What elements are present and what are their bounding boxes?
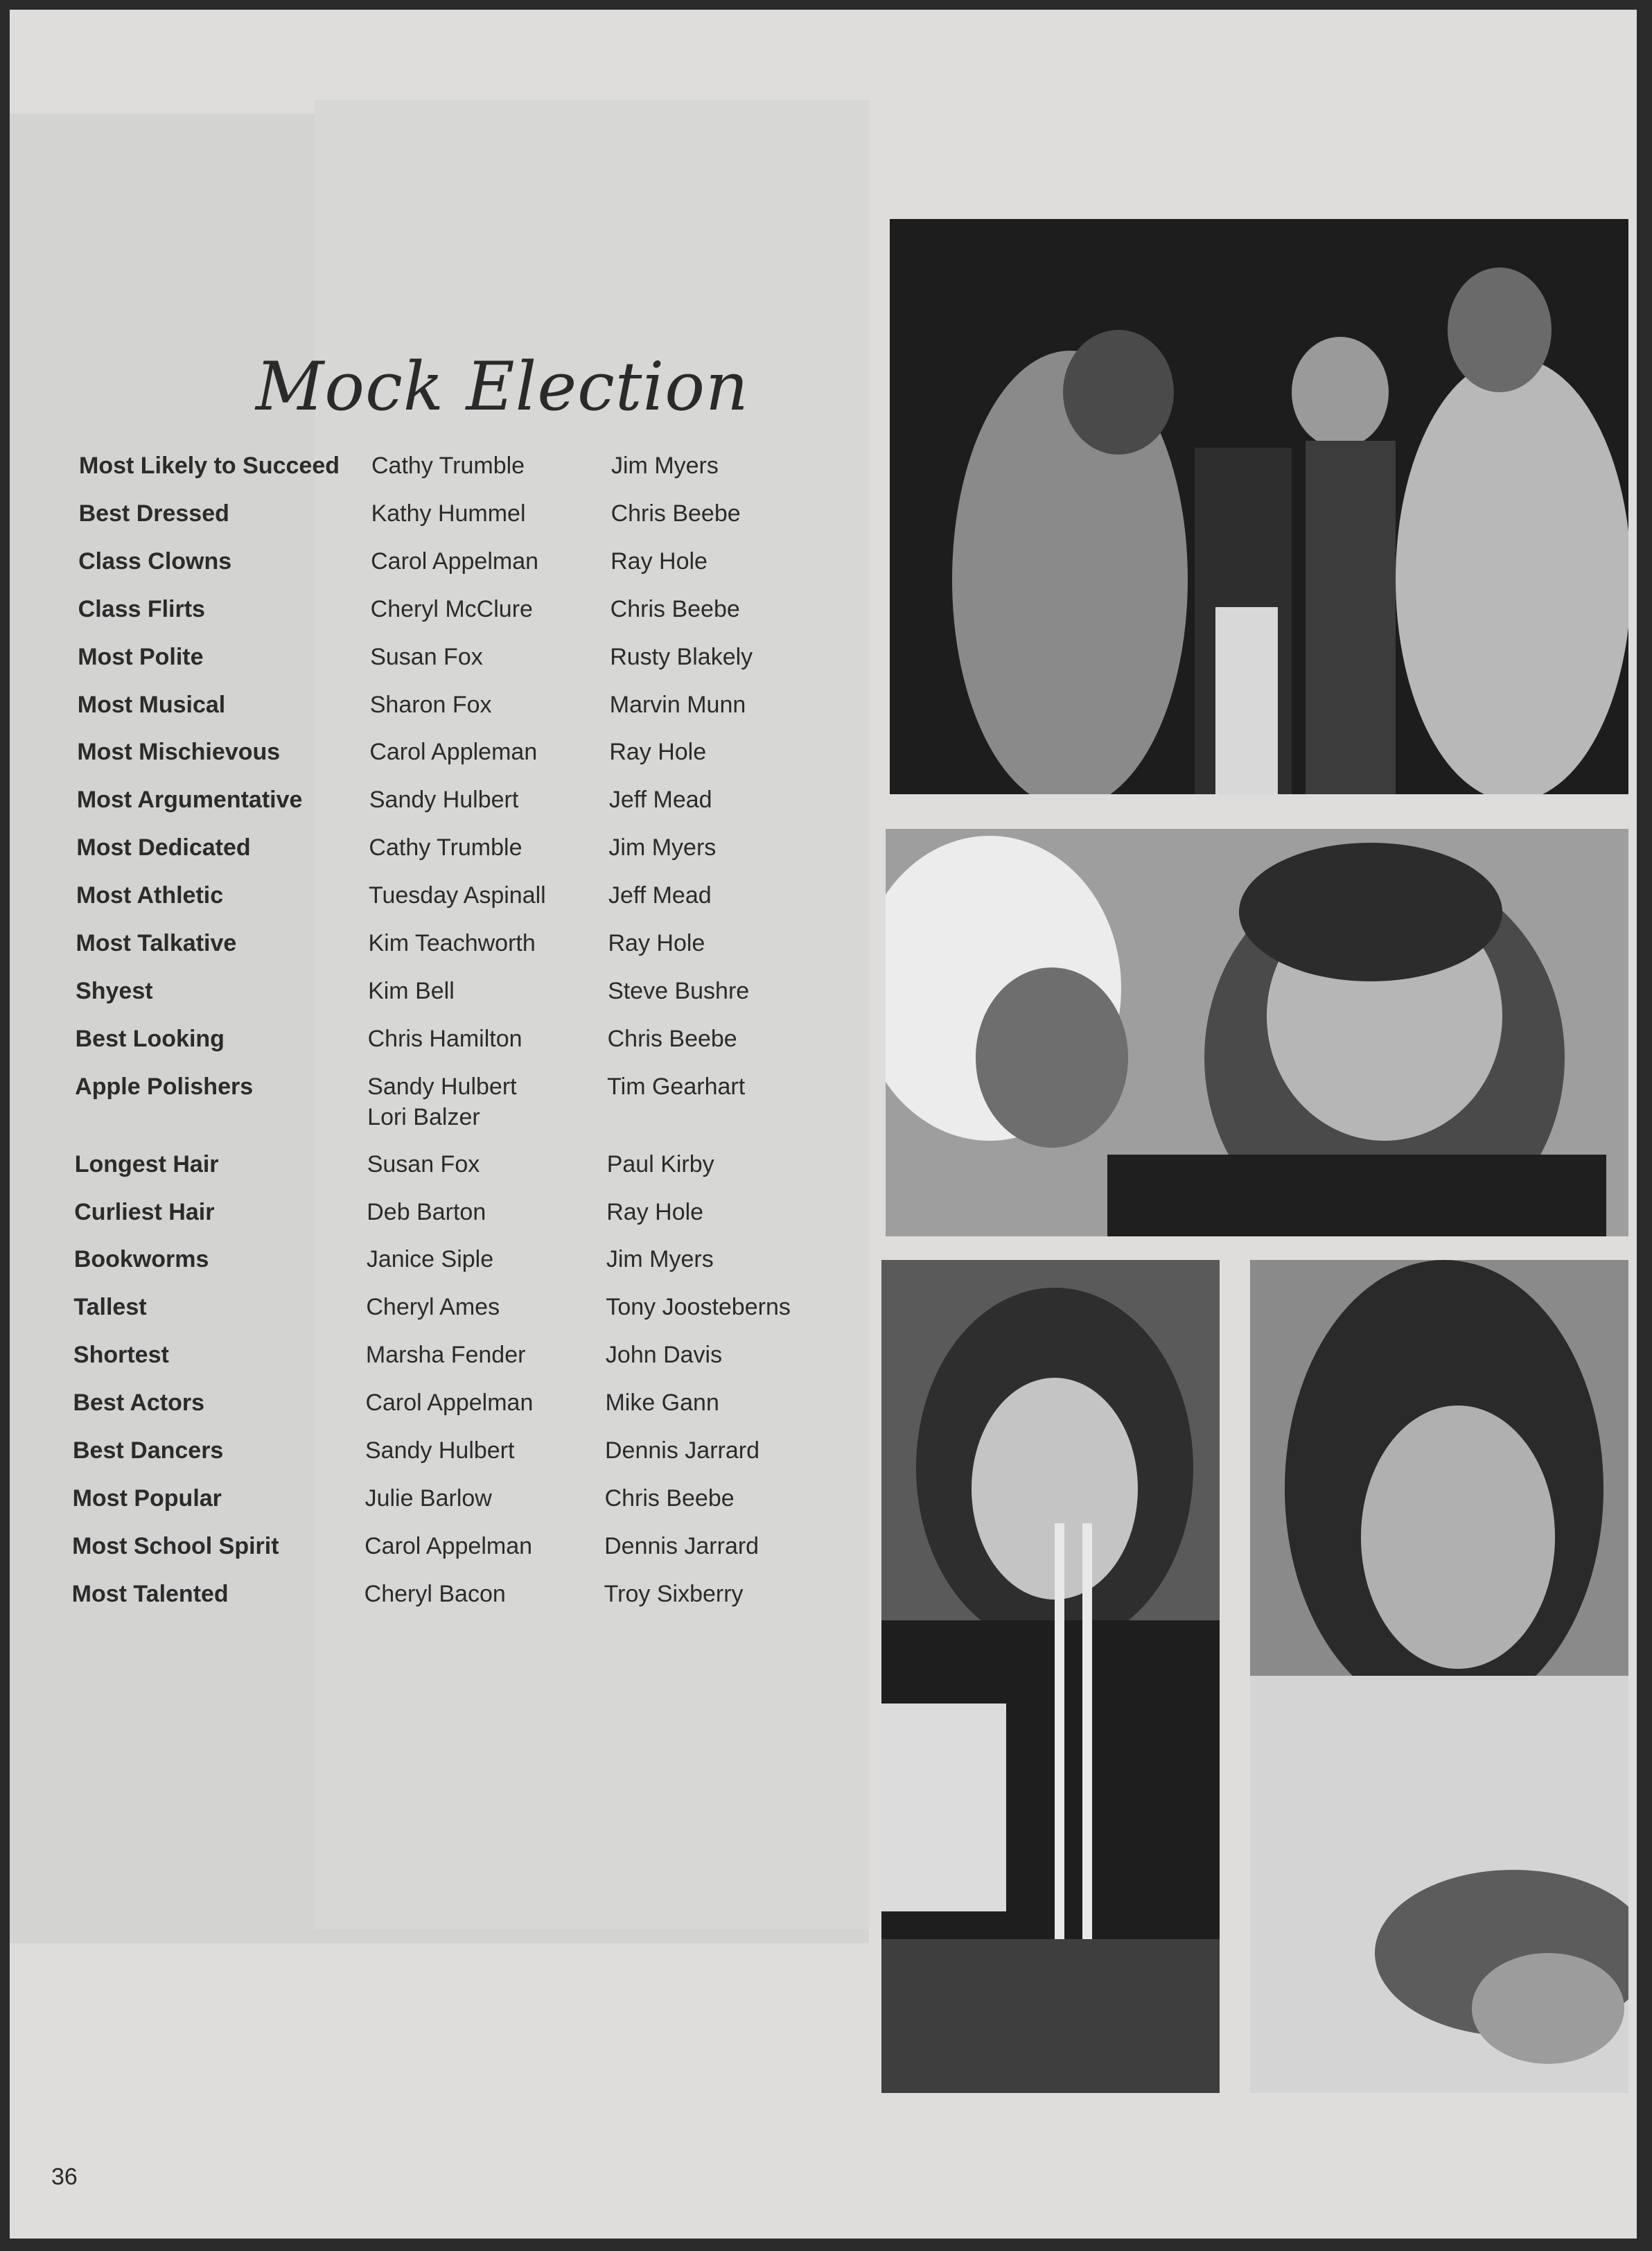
award-girl-winner	[367, 1197, 486, 1227]
award-girl-winner	[364, 1579, 506, 1609]
girl-name: Deb Barton	[367, 1198, 486, 1225]
award-category: Most Athletic	[76, 882, 224, 909]
award-boy-winner: Ray Hole	[606, 1198, 704, 1225]
award-category: Shyest	[76, 977, 153, 1004]
girl-name: Marsha Fender	[365, 1342, 526, 1369]
award-boy-winner: Chris Beebe	[604, 1484, 735, 1512]
girl-name: Janice Siple	[366, 1246, 494, 1273]
award-girl-winner	[365, 1387, 533, 1418]
award-girl-winner	[369, 737, 537, 767]
award-category: Bookworms	[73, 1246, 209, 1273]
award-category: Best Dressed	[78, 500, 229, 527]
award-girl-winner	[367, 1071, 516, 1132]
page-number: 36	[51, 2164, 78, 2190]
award-category: Most School Spirit	[72, 1532, 279, 1559]
award-boy-winner: John Davis	[605, 1342, 723, 1369]
award-boy-winner: Ray Hole	[609, 739, 707, 766]
award-girl-winner	[370, 690, 492, 720]
girl-name: Susan Fox	[367, 1150, 480, 1177]
girl-name: Carol Appelman	[371, 548, 539, 575]
girl-name: Sandy Hulbert	[369, 787, 519, 814]
award-boy-winner: Paul Kirby	[606, 1150, 714, 1177]
girl-name: Carol Appelman	[364, 1532, 533, 1559]
award-category: Best Looking	[75, 1025, 225, 1052]
award-category: Most Talkative	[76, 930, 237, 956]
award-girl-winner	[368, 976, 455, 1006]
award-category: Best Dancers	[73, 1437, 224, 1464]
girl-name: Sandy Hulbert	[365, 1437, 515, 1464]
award-boy-winner: Chris Beebe	[610, 595, 740, 622]
award-girl-winner	[369, 928, 536, 958]
girl-name: Susan Fox	[370, 643, 483, 670]
award-girl-winner	[368, 1024, 522, 1054]
award-category: Most Popular	[72, 1484, 222, 1512]
award-girl-winner	[367, 1244, 493, 1275]
award-girl-winner	[364, 1531, 532, 1561]
girl-name: Cheryl Ames	[366, 1294, 500, 1321]
award-category: Best Actors	[73, 1390, 205, 1417]
award-boy-winner: Marvin Munn	[609, 691, 746, 718]
award-boy-winner: Jim Myers	[608, 834, 717, 861]
award-category: Most Likely to Succeed	[79, 453, 340, 479]
award-boy-winner: Ray Hole	[610, 548, 708, 575]
award-girl-winner	[366, 1292, 500, 1322]
award-boy-winner: Mike Gann	[605, 1390, 719, 1417]
award-boy-winner: Tony Joosteberns	[606, 1294, 791, 1321]
girl-name: Tuesday Aspinall	[368, 882, 546, 909]
trombone-photo-image	[881, 1260, 1220, 2093]
girl-name: Cathy Trumble	[371, 453, 525, 479]
award-boy-winner: Chris Beebe	[610, 500, 741, 527]
award-boy-winner: Rusty Blakely	[610, 643, 753, 670]
award-boy-winner: Jeff Mead	[608, 882, 712, 909]
award-boy-winner: Steve Bushre	[608, 977, 750, 1004]
award-girl-winner	[371, 546, 538, 577]
girl-name: Kathy Hummel	[371, 500, 526, 527]
football-photo	[886, 829, 1628, 1236]
award-girl-winner	[371, 498, 526, 529]
reading-photo	[1250, 1260, 1628, 2093]
award-boy-winner: Jim Myers	[606, 1246, 714, 1273]
girl-name: Cheryl Bacon	[364, 1580, 506, 1607]
award-girl-winner	[366, 1340, 526, 1370]
award-boy-winner: Jeff Mead	[608, 787, 712, 814]
girl-name: Lori Balzer	[367, 1103, 480, 1130]
girl-name: Sharon Fox	[369, 691, 492, 718]
award-category: Class Clowns	[78, 548, 232, 575]
reading-photo-image	[1250, 1260, 1628, 2093]
award-category: Curliest Hair	[74, 1198, 215, 1225]
award-boy-winner: Dennis Jarrard	[605, 1437, 759, 1464]
girl-name: Sandy Hulbert	[367, 1073, 517, 1100]
page-title: Mock Election	[256, 348, 749, 426]
award-category: Most Mischievous	[77, 739, 281, 766]
award-boy-winner: Jim Myers	[611, 453, 719, 479]
award-boy-winner: Ray Hole	[608, 930, 705, 956]
award-girl-winner	[365, 1435, 514, 1466]
award-girl-winner	[370, 642, 483, 672]
award-category: Shortest	[73, 1342, 169, 1369]
award-girl-winner	[369, 880, 546, 911]
girl-name: Kim Teachworth	[368, 930, 536, 956]
award-boy-winner: Dennis Jarrard	[604, 1532, 759, 1559]
girl-name: Carol Appelman	[365, 1390, 534, 1417]
award-girl-winner	[367, 1149, 480, 1180]
award-category: Class Flirts	[78, 595, 205, 622]
girl-name: Carol Appleman	[369, 739, 538, 766]
award-boy-winner: Chris Beebe	[607, 1025, 737, 1052]
award-girl-winner	[371, 450, 525, 481]
football-photo-image	[886, 829, 1628, 1236]
award-category: Tallest	[73, 1294, 147, 1321]
yearbook-page	[10, 10, 1637, 2239]
award-category: Most Polite	[78, 643, 204, 670]
award-girl-winner	[371, 594, 533, 624]
award-category: Most Argumentative	[76, 787, 303, 814]
trombone-photo	[881, 1260, 1220, 2093]
girl-name: Cheryl McClure	[370, 595, 533, 622]
dance-photo-image	[890, 219, 1628, 794]
award-girl-winner	[365, 1483, 492, 1514]
girl-name: Kim Bell	[368, 977, 455, 1004]
dance-photo	[890, 219, 1628, 794]
award-girl-winner	[369, 832, 522, 863]
award-category: Most Musical	[77, 691, 226, 718]
award-category: Most Talented	[71, 1580, 229, 1607]
girl-name: Cathy Trumble	[369, 834, 522, 861]
award-girl-winner	[369, 785, 518, 815]
award-boy-winner: Tim Gearhart	[607, 1073, 746, 1100]
award-boy-winner: Troy Sixberry	[604, 1580, 744, 1607]
award-category: Longest Hair	[74, 1150, 219, 1177]
award-category: Apple Polishers	[75, 1073, 254, 1100]
girl-name: Chris Hamilton	[367, 1025, 522, 1052]
award-category: Most Dedicated	[76, 834, 251, 861]
girl-name: Julie Barlow	[364, 1484, 492, 1512]
